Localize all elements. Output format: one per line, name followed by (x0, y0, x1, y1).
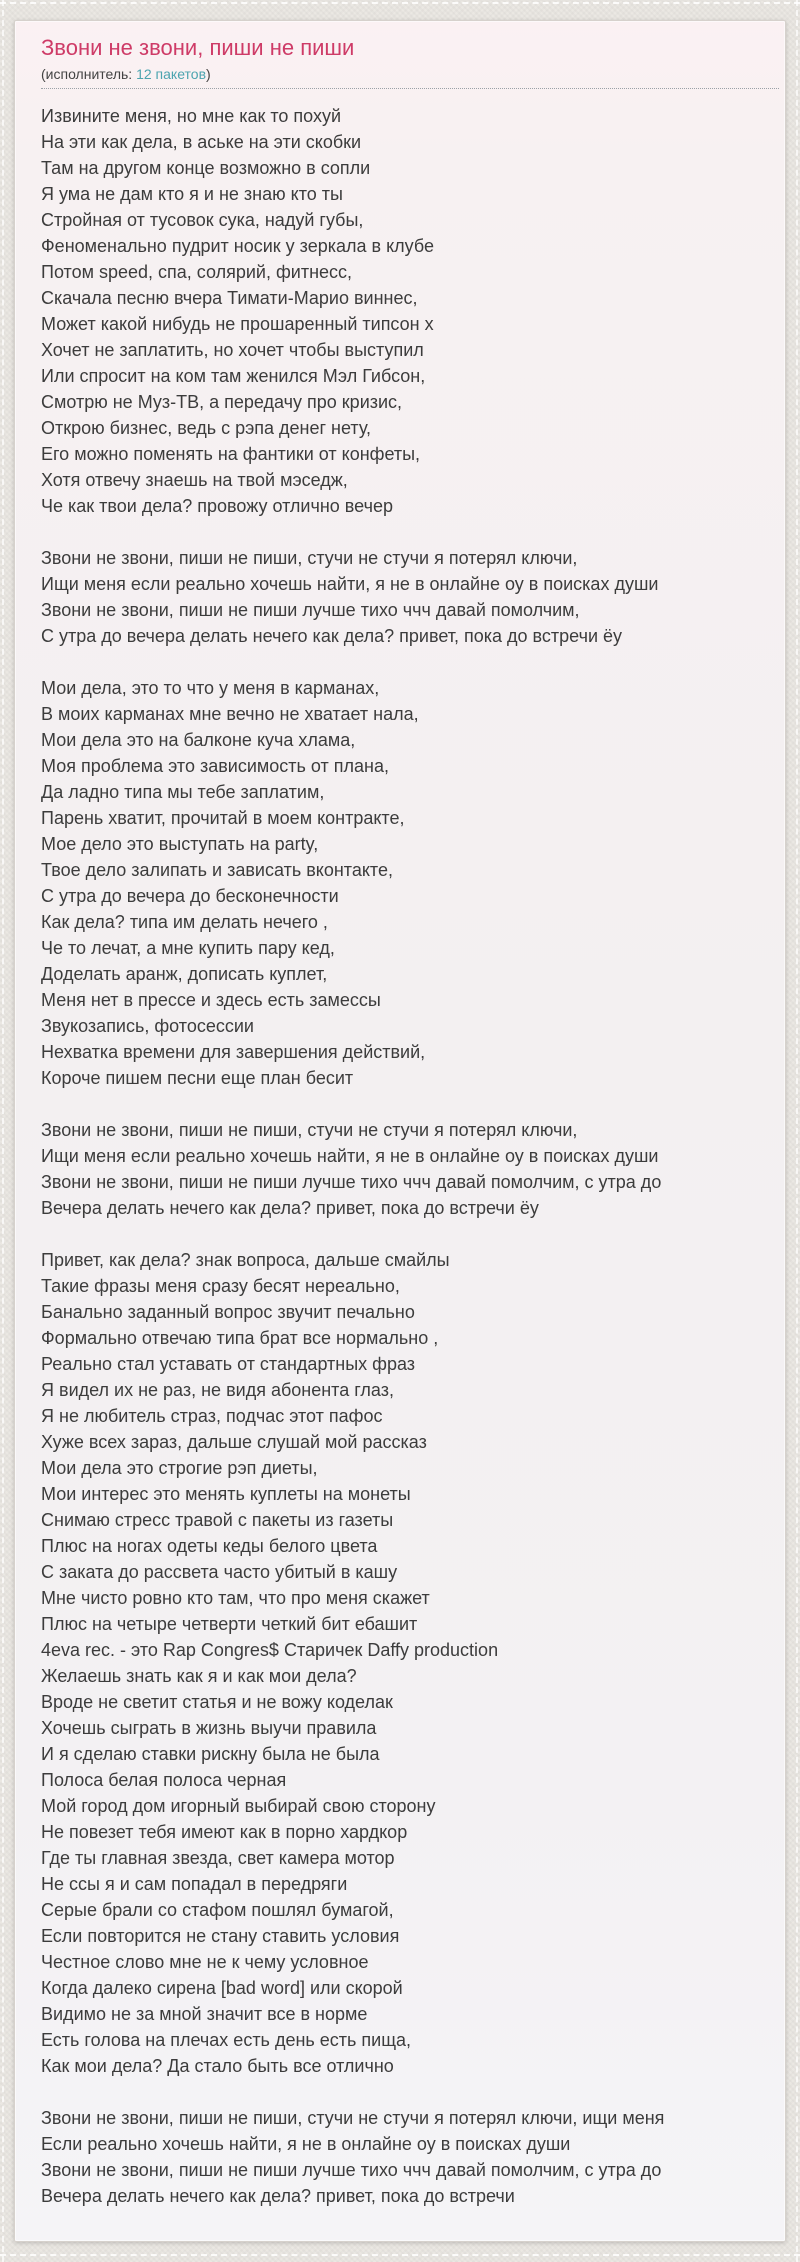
artist-label-suffix: ) (206, 66, 211, 82)
song-title: Звони не звони, пиши не пиши (41, 35, 355, 60)
stitch-seam-left (2, 0, 4, 2262)
lyrics-stanza: Привет, как дела? знак вопроса, дальше смайлы Такие фразы меня сразу бесят нереально, Банально заданный вопрос звучит печально Формально отвечаю типа брат все нормально , Реально стал уставать от стандартных фраз Я видел их не раз, не видя абонента глаз, Я не любитель страз, подчас этот пафос Хуже всех зараз, дальше слушай мой рассказ Мои дела это строгие рэп диеты, Мои интерес это менять куплеты на монеты Снимаю стресс травой с пакеты из газеты Плюс на ногах одеты кеды белого цвета С заката до рассвета часто убитый в кашу Мне чисто ровно кто там, что про меня скажет Плюс на четыре четверти четкий бит ебашит 4eva rec. - это Rap Congres$ Старичек Daffy production Желаешь знать как я и как мои дела? Вроде не светит статья и не вожу коделак Хочешь сыграть в жизнь выучи правила И я сделаю ставки рискну была не была Полоса белая полоса черная Мой город дом игорный выбирай свою сторону Не повезет тебя имеют как в порно хардкор Где ты главная звезда, свет камера мотор Не ссы я и сам попадал в передряги Серые брали со стафом пошлял бумагой, Если повторится не стану ставить условия Честное слово мне не к чему условное Когда далеко сирена [bad word] или скорой Видимо не за мной значит все в норме Есть голова на плечах есть день есть пища, Как мои дела? Да стало быть все отлично (41, 1250, 499, 2076)
stitch-seam-bottom (0, 2254, 800, 2256)
lyrics-stanza: Звони не звони, пиши не пиши, стучи не стучи я потерял ключи, Ищи меня если реально хочешь найти, я не в онлайне оу в поисках души Звони не звони, пиши не пиши лучше тихо ччч давай помолчим, с утра до Вечера делать нечего как дела? привет, пока до встречи ёу (41, 1120, 662, 1218)
lyrics-card (14, 20, 786, 2242)
lyrics-stanza: Звони не звони, пиши не пиши, стучи не стучи я потерял ключи, Ищи меня если реально хочешь найти, я не в онлайне оу в поисках души Звони не звони, пиши не пиши лучше тихо ччч давай помолчим, С утра до вечера делать нечего как дела? привет, пока до встречи ёу (41, 548, 659, 646)
lyrics-stanza: Извините меня, но мне как то похуй На эти как дела, в аське на эти скобки Там на другом конце возможно в сопли Я ума не дам кто я и не знаю кто ты Стройная от тусовок сука, надуй губы, Феноменально пудрит носик у зеркала в клубе Потом speed, спа, солярий, фитнесс, Скачала песню вчера Тимати-Марио виннес, Может какой нибудь не прошаренный типсон х Хочет не заплатить, но хочет чтобы выступил Или спросит на ком там женился Мэл Гибсон, Смотрю не Муз-ТВ, а передачу про кризис, Открою бизнес, ведь с рэпа денег нету, Его можно поменять на фантики от конфеты, Хотя отвечу знаешь на твой мэседж, Че как твои дела? провожу отлично вечер (41, 106, 434, 516)
artist-line (41, 65, 779, 84)
lyrics-stanza: Звони не звони, пиши не пиши, стучи не стучи я потерял ключи, ищи меня Если реально хочешь найти, я не в онлайне оу в поисках души Звони не звони, пиши не пиши лучше тихо ччч давай помолчим, с утра до Вечера делать нечего как дела? привет, пока до встречи (41, 2108, 665, 2206)
lyrics-stanza: Мои дела, это то что у меня в карманах, В моих карманах мне вечно не хватает нала, Мои дела это на балконе куча хлама, Моя проблема это зависимость от плана, Да ладно типа мы тебе заплатим, Парень хватит, прочитай в моем контракте, Мое дело это выступать на party, Твое дело залипать и зависать вконтакте, С утра до вечера до бесконечности Как дела? типа им делать нечего , Че то лечат, а мне купить пару кед, Доделать аранж, дописать куплет, Меня нет в прессе и здесь есть замессы Звукозапись, фотосессии Нехватка времени для завершения действий, Короче пишем песни еще план бесит (41, 678, 426, 1088)
lyrics (41, 89, 779, 2209)
artist-link[interactable]: 12 пакетов (136, 66, 207, 82)
stitch-seam-right (796, 0, 798, 2262)
artist-label: (исполнитель: (41, 66, 133, 82)
stitch-seam-top (0, 2, 800, 4)
